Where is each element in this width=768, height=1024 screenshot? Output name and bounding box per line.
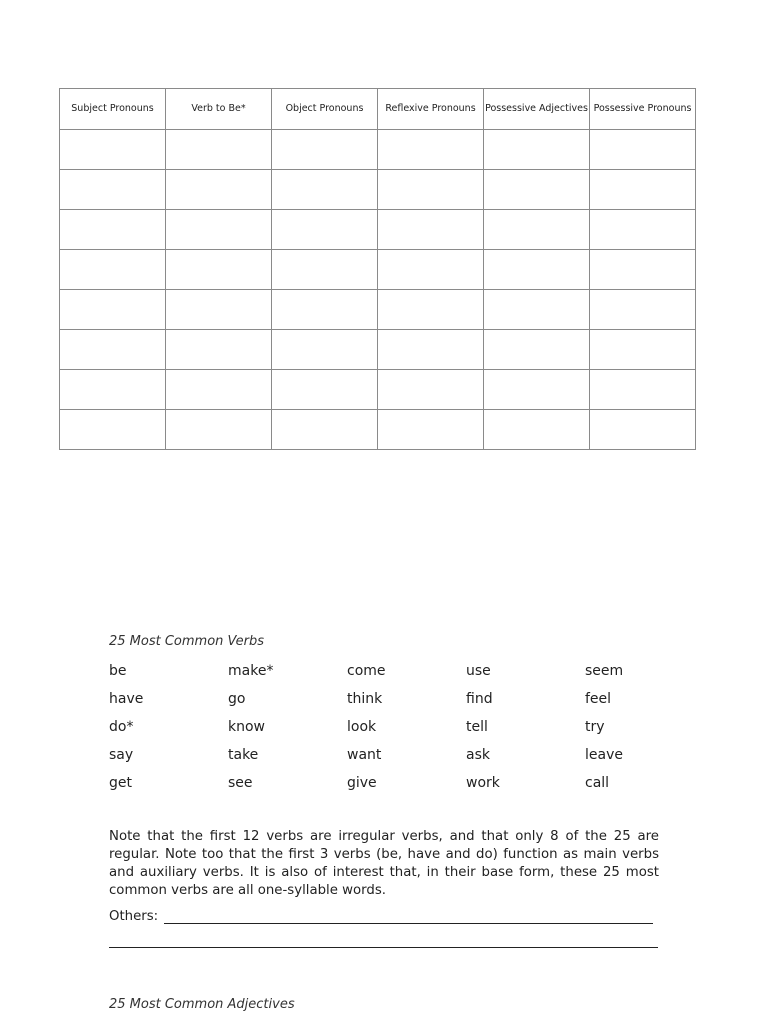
table-row: [60, 410, 696, 450]
table-cell: [272, 370, 378, 410]
verbs-section-title: 25 Most Common Verbs: [109, 634, 265, 649]
table-cell: [590, 410, 696, 450]
verb-word: want: [347, 747, 382, 763]
table-cell: [484, 330, 590, 370]
verb-word: come: [347, 663, 386, 679]
table-cell: [590, 170, 696, 210]
table-cell: [272, 130, 378, 170]
verb-word: see: [228, 775, 253, 791]
verb-word: think: [347, 691, 383, 707]
table-cell: [484, 130, 590, 170]
verb-word: do*: [109, 719, 134, 735]
table-row: [60, 370, 696, 410]
verb-word: say: [109, 747, 134, 763]
verb-word: get: [109, 775, 132, 791]
table-cell: [378, 290, 484, 330]
verb-word: give: [347, 775, 377, 791]
table-cell: [166, 170, 272, 210]
table-cell: [60, 290, 166, 330]
table-cell: [166, 290, 272, 330]
verb-word: feel: [585, 691, 612, 707]
verb-word: ask: [466, 747, 490, 763]
table-cell: [272, 410, 378, 450]
verb-word: seem: [585, 663, 624, 679]
verb-word: make*: [228, 663, 274, 679]
verb-word: look: [347, 719, 377, 735]
table-cell: [166, 370, 272, 410]
others-line: [109, 909, 653, 924]
table-cell: [590, 130, 696, 170]
table-cell: [60, 210, 166, 250]
verb-word: try: [585, 719, 605, 735]
verb-word: tell: [466, 719, 488, 735]
verbs-grid: [109, 657, 665, 797]
table-cell: [60, 410, 166, 450]
table-cell: [484, 410, 590, 450]
table-cell: [272, 290, 378, 330]
table-cell: [272, 330, 378, 370]
verb-word: call: [585, 775, 610, 791]
table-cell: [378, 330, 484, 370]
table-row: [60, 210, 696, 250]
table-cell: [60, 130, 166, 170]
table-cell: [590, 370, 696, 410]
table-cell: [484, 170, 590, 210]
pronoun-table: [59, 88, 696, 450]
table-cell: [166, 410, 272, 450]
table-cell: [590, 250, 696, 290]
table-cell: [60, 250, 166, 290]
others-label: Others:: [109, 909, 159, 924]
table-cell: [60, 170, 166, 210]
table-cell: [378, 210, 484, 250]
verb-word: leave: [585, 747, 623, 763]
verbs-note: Note that the first 12 verbs are irregular verbs, and that only 8 of the 25 are regular. Note too that the first 3 verbs (be, have and do) function as main verbs and auxiliary verbs. It is also of interest that, in their base form, these 25 most common verbs are all one-syllable words.: [109, 829, 659, 898]
header-subject-pronouns: Subject Pronouns: [60, 89, 166, 130]
table-cell: [484, 290, 590, 330]
table-cell: [378, 410, 484, 450]
table-cell: [590, 330, 696, 370]
table-row: [60, 170, 696, 210]
table-cell: [484, 370, 590, 410]
verb-word: use: [466, 663, 491, 679]
table-cell: [484, 210, 590, 250]
table-cell: [590, 210, 696, 250]
table-cell: [272, 170, 378, 210]
table-cell: [378, 170, 484, 210]
table-cell: [378, 370, 484, 410]
header-reflexive-pronouns: Reflexive Pronouns: [378, 89, 484, 130]
table-header-row: [60, 89, 696, 130]
table-row: [60, 290, 696, 330]
verb-word: know: [228, 719, 265, 735]
header-possessive-pronouns: Possessive Pronouns: [590, 89, 696, 130]
table-cell: [484, 250, 590, 290]
verb-word: be: [109, 663, 127, 679]
verb-word: go: [228, 691, 246, 707]
table-cell: [60, 370, 166, 410]
table-cell: [272, 210, 378, 250]
adjectives-section-title: 25 Most Common Adjectives: [109, 997, 295, 1012]
table-cell: [166, 130, 272, 170]
table-row: [60, 130, 696, 170]
table-body: [60, 130, 696, 450]
header-possessive-adjectives: Possessive Adjectives: [484, 89, 590, 130]
table-cell: [590, 290, 696, 330]
header-object-pronouns: Object Pronouns: [272, 89, 378, 130]
verb-word: find: [466, 691, 493, 707]
table-cell: [60, 330, 166, 370]
verb-word: take: [228, 747, 259, 763]
table-cell: [166, 330, 272, 370]
others-blank-line: [164, 909, 653, 924]
verb-word: have: [109, 691, 144, 707]
verb-word: work: [466, 775, 500, 791]
table-cell: [378, 250, 484, 290]
table-row: [60, 330, 696, 370]
table-cell: [272, 250, 378, 290]
table-cell: [166, 210, 272, 250]
table-row: [60, 250, 696, 290]
header-verb-to-be: Verb to Be*: [166, 89, 272, 130]
table-cell: [378, 130, 484, 170]
table-cell: [166, 250, 272, 290]
others-blank-line-2: [109, 947, 658, 948]
